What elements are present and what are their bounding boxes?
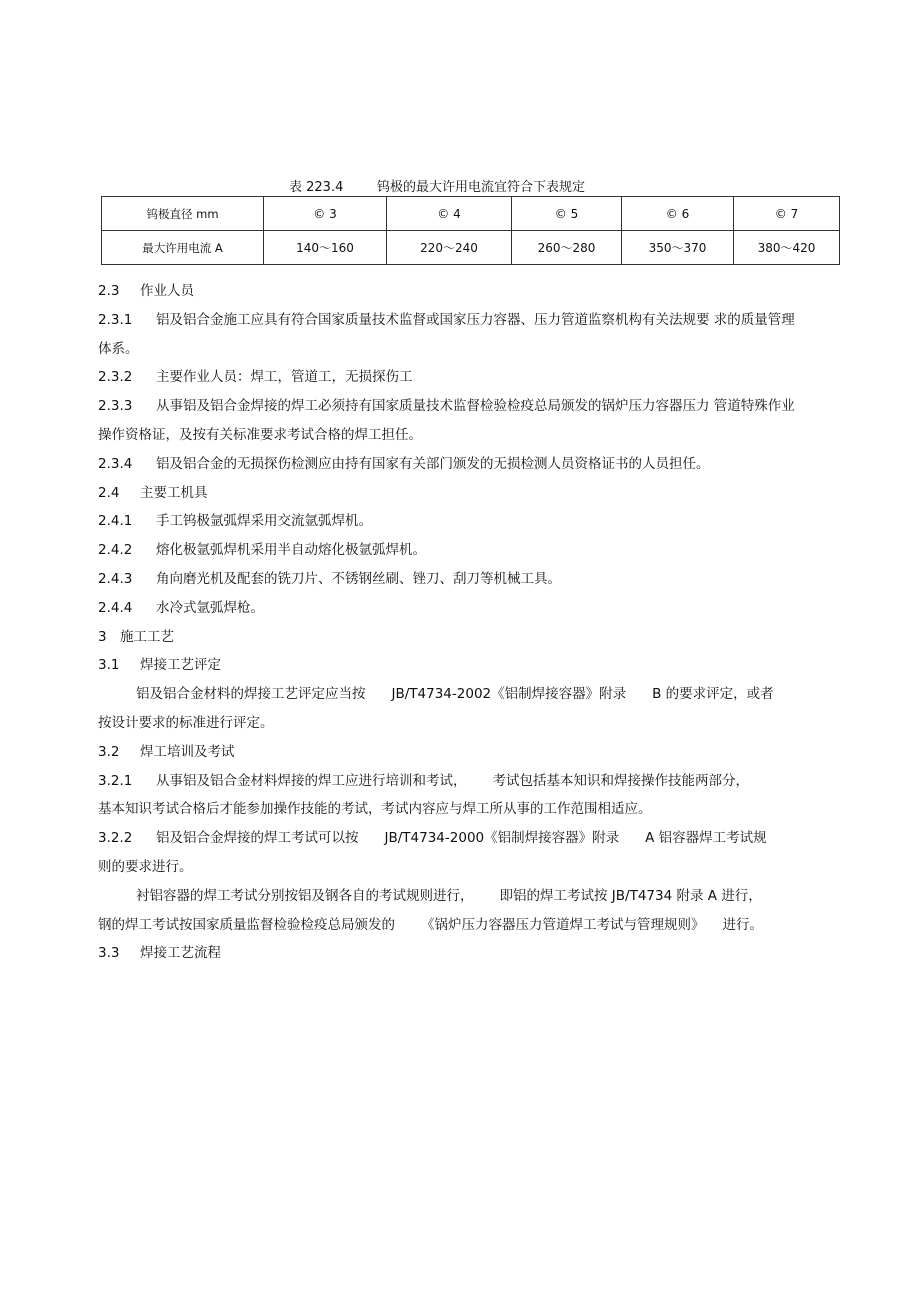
clause-2-3-1-cont: 体系。	[98, 340, 139, 357]
table-caption	[289, 176, 585, 195]
clause-3-2-2: 3.2.2 铝及铝合金焊接的焊工考试可以按 JB/T4734-2000《铝制焊接容器》附录 A 铝容器焊工考试规	[98, 830, 767, 847]
row-header-diameter: 钨极直径 mm	[102, 197, 264, 231]
row-header-current: 最大许用电流 A	[102, 231, 264, 265]
clause-3-2-2-cont: 则的要求进行。	[98, 858, 193, 875]
clause-2-4-3: 2.4.3 角向磨光机及配套的铣刀片、不锈钢丝刷、锉刀、刮刀等机械工具。	[98, 570, 561, 587]
clause-2-3-1: 2.3.1 铝及铝合金施工应具有符合国家质量技术监督或国家压力容器、压力管道监察机构有关法规要 求的质量管理	[98, 311, 795, 328]
table-row-diameter	[102, 197, 840, 231]
body-text	[98, 277, 843, 968]
table-cell: © 4	[387, 197, 512, 231]
heading-3: 3 施工工艺	[98, 628, 174, 645]
table-cell: 220～240	[387, 231, 512, 265]
heading-3-3: 3.3 焊接工艺流程	[98, 945, 221, 962]
clause-3-2-1: 3.2.1 从事铝及铝合金材料焊接的焊工应进行培训和考试， 考试包括基本知识和焊接操作技能两部分，	[98, 772, 749, 789]
table-cell: © 6	[622, 197, 734, 231]
tungsten-current-table	[101, 196, 840, 265]
paragraph-3-2-2b-cont: 钢的焊工考试按国家质量监督检验检疫总局颁发的 《锅炉压力容器压力管道焊工考试与管理规则》 进行。	[98, 916, 763, 933]
clause-2-3-3-cont: 操作资格证，及按有关标准要求考试合格的焊工担任。	[98, 426, 422, 443]
heading-2-4: 2.4 主要工机具	[98, 484, 208, 501]
table-cell: © 3	[264, 197, 387, 231]
table-cell: © 7	[734, 197, 840, 231]
paragraph-3-2-2b: 衬铝容器的焊工考试分别按铝及钢各自的考试规则进行， 即铝的焊工考试按 JB/T4734 附录 A 进行，	[136, 887, 762, 904]
table-cell: 140～160	[264, 231, 387, 265]
table-cell: 350～370	[622, 231, 734, 265]
clause-2-3-2: 2.3.2 主要作业人员：焊工，管道工，无损探伤工	[98, 369, 413, 386]
table-title: 钨极的最大许用电流宜符合下表规定	[377, 180, 586, 195]
clause-2-4-4: 2.4.4 水冷式氩弧焊枪。	[98, 599, 264, 616]
heading-2-3: 2.3 作业人员	[98, 283, 194, 299]
table-cell: © 5	[512, 197, 622, 231]
table-row-current	[102, 231, 840, 265]
table-cell: 260～280	[512, 231, 622, 265]
heading-3-2: 3.2 焊工培训及考试	[98, 743, 235, 760]
clause-2-4-2: 2.4.2 熔化极氩弧焊机采用半自动熔化极氩弧焊机。	[98, 542, 426, 559]
clause-3-2-1-cont: 基本知识考试合格后才能参加操作技能的考试，考试内容应与焊工所从事的工作范围相适应。	[98, 801, 652, 818]
table-number: 表 223.4	[289, 180, 344, 195]
paragraph-3-1: 铝及铝合金材料的焊接工艺评定应当按 JB/T4734-2002《铝制焊接容器》附录 B 的要求评定，或者	[136, 686, 774, 703]
heading-3-1: 3.1 焊接工艺评定	[98, 657, 221, 674]
paragraph-3-1-cont: 按设计要求的标准进行评定。	[98, 714, 274, 731]
clause-2-4-1: 2.4.1 手工钨极氩弧焊采用交流氩弧焊机。	[98, 513, 372, 530]
clause-2-3-4: 2.3.4 铝及铝合金的无损探伤检测应由持有国家有关部门颁发的无损检测人员资格证书的人员担任。	[98, 455, 710, 472]
table-cell: 380～420	[734, 231, 840, 265]
clause-2-3-3: 2.3.3 从事铝及铝合金焊接的焊工必须持有国家质量技术监督检验检疫总局颁发的锅炉压力容器压力 管道特殊作业	[98, 398, 795, 415]
